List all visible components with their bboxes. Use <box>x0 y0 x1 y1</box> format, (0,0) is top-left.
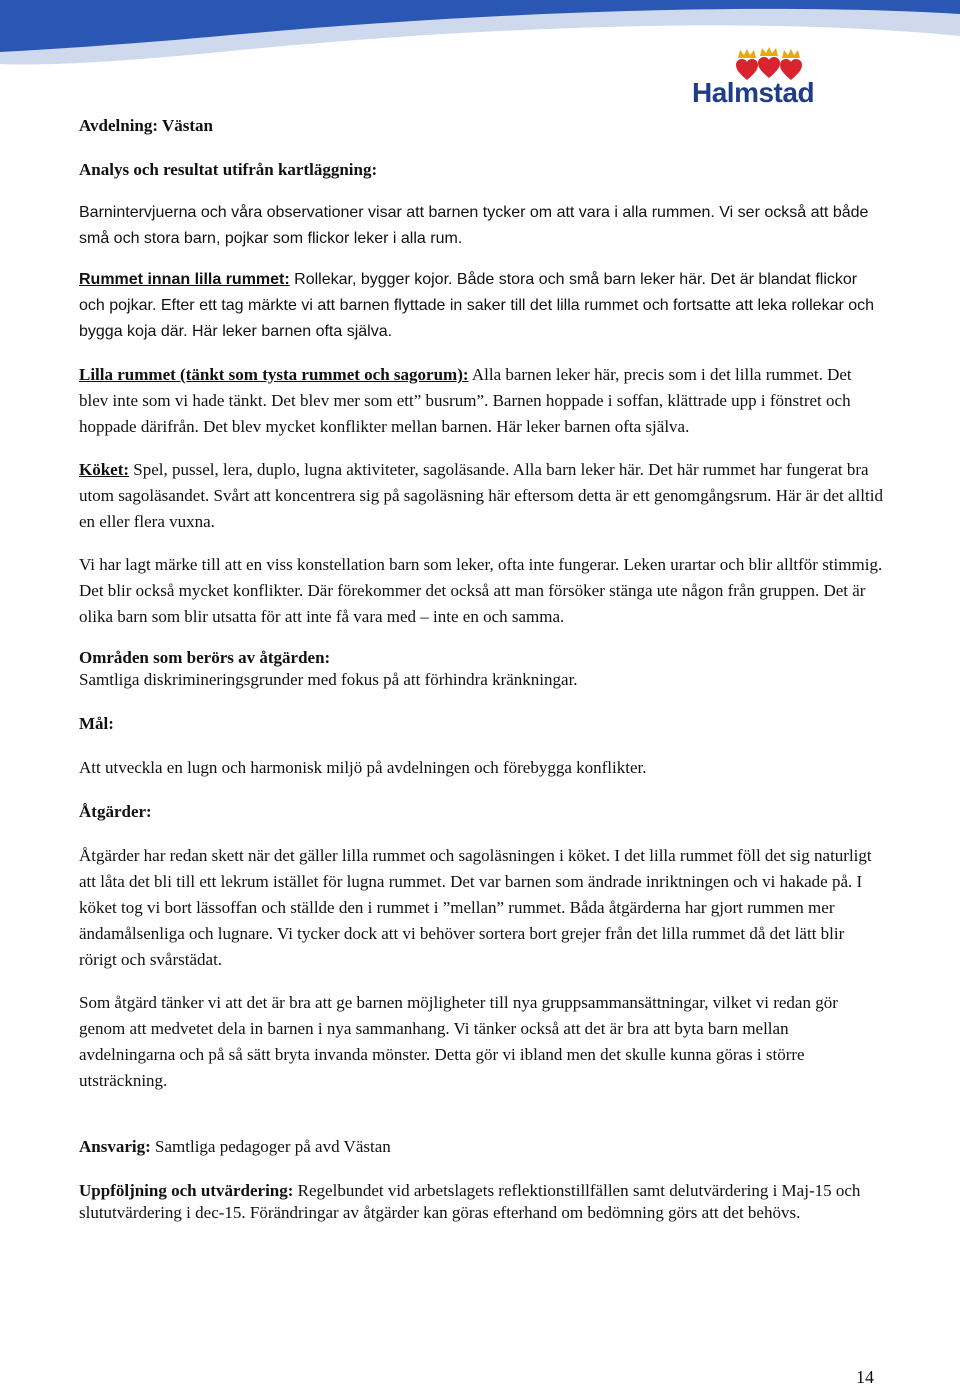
areas-heading: Områden som berörs av åtgärden: <box>79 648 331 667</box>
room2-text: Alla barnen leker här, precis som i det lilla rummet. Det blev inte som vi hade tänkt. Det blev mer som ett” busrum”. Barnen hoppade i soffan, klättrade upp i fönstret och hoppade därifrån. Det blev mycket konflikter mellan barnen. Här leker barnen ofta själva. <box>79 365 852 436</box>
department-heading: Avdelning: Västan <box>79 116 213 135</box>
document-body <box>79 110 884 1224</box>
followup-paragraph <box>79 1180 884 1224</box>
crown-icon <box>738 47 800 58</box>
followup-label: Uppföljning och utvärdering: <box>79 1181 294 1200</box>
room3-label: Köket: <box>79 460 130 479</box>
responsible-paragraph <box>79 1134 884 1160</box>
logo-wordmark: Halmstad <box>692 77 815 108</box>
intro-paragraph: Barnintervjuerna och våra observationer visar att barnen tycker om att vara i alla rummen. Vi ser också att både små och stora barn, pojkar som flickor leker i alla rum. <box>79 204 869 247</box>
room3-text: Spel, pussel, lera, duplo, lugna aktiviteter, sagoläsande. Alla barn leker här. Det här rummet har fungerat bra utom sagoläsandet. Svårt att koncentrera sig på sagoläsning här eftersom detta är ett genomgångsrum. Här är det alltid en eller flera vuxna. <box>79 460 883 531</box>
analysis-heading: Analys och resultat utifrån kartläggning: <box>79 160 378 179</box>
areas-text: Samtliga diskrimineringsgrunder med fokus på att förhindra kränkningar. <box>79 670 578 689</box>
followup-text: Regelbundet vid arbetslagets reflektionstillfällen samt delutvärdering i Maj-15 och slututvärdering i dec-15. Förändringar av åtgärder kan göras efterhand om bedömning görs att det behövs. <box>79 1181 861 1222</box>
goal-text: Att utveckla en lugn och harmonisk miljö på avdelningen och förebygga konflikter. <box>79 758 647 777</box>
observation-paragraph: Vi har lagt märke till att en viss konstellation barn som leker, ofta inte fungerar. Leken urartar och blir alltför stimmig. Det blir också mycket konflikter. Där förekommer det också att man försöker stänga ute någon från gruppen. Det är olika barn som blir utsatta för att inte få vara med – inte en och samma. <box>79 555 883 626</box>
room1-paragraph <box>79 267 884 345</box>
page-number: 14 <box>856 1367 874 1387</box>
actions-paragraph-2: Som åtgärd tänker vi att det är bra att ge barnen möjligheter till nya gruppsammansättningar, vilket vi redan gör genom att medvetet dela in barnen i nya sammanhang. Vi tänker också att det är bra att byta barn mellan avdelningarna och på så sätt bryta invanda mönster. Detta gör vi ibland men det skulle kunna göras i större utsträckning. <box>79 993 838 1090</box>
goal-heading: Mål: <box>79 714 114 733</box>
responsible-text: Samtliga pedagoger på avd Västan <box>150 1137 391 1156</box>
room1-text: Rollekar, bygger kojor. Både stora och små barn leker här. Det är blandat flickor och pojkar. Efter ett tag märkte vi att barnen flyttade in saker till det lilla rummet och fortsatte att leka rollekar och bygga koja där. Här leker barnen ofta själva. <box>79 271 875 340</box>
actions-heading: Åtgärder: <box>79 802 152 821</box>
actions-paragraph-1: Åtgärder har redan skett när det gäller lilla rummet och sagoläsningen i köket. I det lilla rummet föll det sig naturligt att låta det bli till ett lekrum istället för lugna rummet. Det var barnen som ändrade inriktningen och vi hakade på. I köket tog vi bort lässoffan och ställde den i rummet i ”mellan” rummet. Båda åtgärderna har gjort rummen mer ändamålsenliga och lugnare. Vi tycker dock att vi behöver sortera bort grejer från det lilla rummet då det lätt blir rörigt och svårstädat. <box>79 846 872 969</box>
room2-label: Lilla rummet (tänkt som tysta rummet och sagorum): <box>79 365 469 384</box>
room3-paragraph <box>79 457 884 535</box>
room1-label: Rummet innan lilla rummet: <box>79 271 290 288</box>
room2-paragraph <box>79 362 884 440</box>
responsible-label: Ansvarig: <box>79 1137 151 1156</box>
